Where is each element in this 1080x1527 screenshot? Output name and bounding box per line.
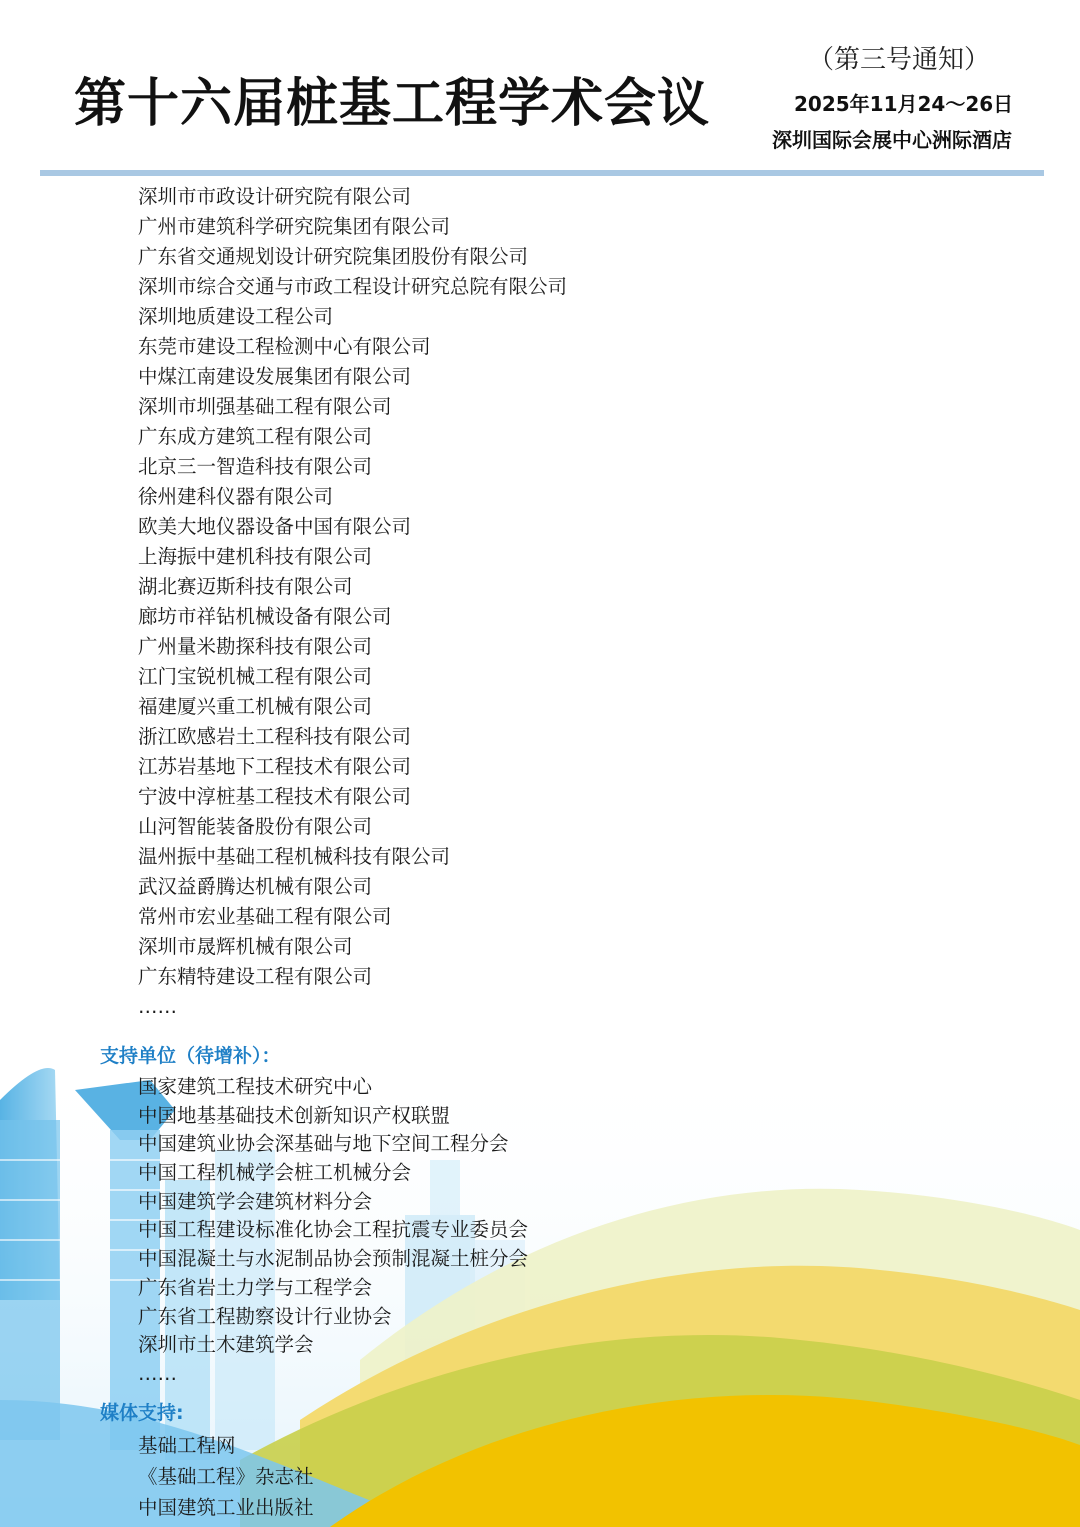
support-unit-item: 中国建筑学会建筑材料分会	[138, 1190, 373, 1213]
conference-date: 2025年11月24～26日	[794, 92, 1014, 116]
support-units-heading: 支持单位（待增补）：	[100, 1045, 281, 1067]
support-unit-item: 国家建筑工程技术研究中心	[138, 1075, 373, 1098]
support-unit-item: 深圳市土木建筑学会	[138, 1333, 314, 1356]
media-item: 《基础工程》杂志社	[138, 1465, 314, 1488]
company-item: 广州市建筑科学研究院集团有限公司	[138, 215, 451, 238]
media-support-heading: 媒体支持:	[100, 1402, 184, 1424]
support-list-ellipsis: ……	[138, 1362, 177, 1385]
company-item: 广东精特建设工程有限公司	[138, 965, 373, 988]
company-item: 广东省交通规划设计研究院集团股份有限公司	[138, 245, 529, 268]
company-item: 福建厦兴重工机械有限公司	[138, 695, 373, 718]
support-unit-item: 中国混凝土与水泥制品协会预制混凝土桩分会	[138, 1247, 529, 1270]
company-item: 中煤江南建设发展集团有限公司	[138, 365, 412, 388]
company-item: 深圳市圳强基础工程有限公司	[138, 395, 392, 418]
company-item: 宁波中淳桩基工程技术有限公司	[138, 785, 412, 808]
company-item: 深圳地质建设工程公司	[138, 305, 334, 328]
company-item: 上海振中建机科技有限公司	[138, 545, 373, 568]
company-item: 湖北赛迈斯科技有限公司	[138, 575, 353, 598]
notice-number: （第三号通知）	[808, 45, 991, 75]
company-item: 常州市宏业基础工程有限公司	[138, 905, 392, 928]
company-list-ellipsis: ……	[138, 995, 177, 1018]
support-unit-item: 广东省岩土力学与工程学会	[138, 1276, 373, 1299]
company-item: 山河智能装备股份有限公司	[138, 815, 373, 838]
company-item: 徐州建科仪器有限公司	[138, 485, 334, 508]
conference-title: 第十六届桩基工程学术会议	[74, 74, 711, 134]
company-item: 武汉益爵腾达机械有限公司	[138, 875, 373, 898]
company-item: 深圳市晟辉机械有限公司	[138, 935, 353, 958]
company-item: 廊坊市祥钻机械设备有限公司	[138, 605, 392, 628]
company-item: 东莞市建设工程检测中心有限公司	[138, 335, 431, 358]
conference-venue: 深圳国际会展中心洲际酒店	[772, 128, 1012, 152]
support-unit-item: 中国建筑业协会深基础与地下空间工程分会	[138, 1132, 509, 1155]
support-unit-item: 中国地基基础技术创新知识产权联盟	[138, 1104, 451, 1127]
company-item: 北京三一智造科技有限公司	[138, 455, 373, 478]
company-item: 深圳市市政设计研究院有限公司	[138, 185, 412, 208]
company-item: 广东成方建筑工程有限公司	[138, 425, 373, 448]
media-item: 中国建筑工业出版社	[138, 1496, 314, 1519]
company-item: 深圳市综合交通与市政工程设计研究总院有限公司	[138, 275, 568, 298]
company-item: 浙江欧感岩土工程科技有限公司	[138, 725, 412, 748]
support-unit-item: 中国工程建设标准化协会工程抗震专业委员会	[138, 1218, 529, 1241]
company-item: 江苏岩基地下工程技术有限公司	[138, 755, 412, 778]
company-item: 江门宝锐机械工程有限公司	[138, 665, 373, 688]
media-item: 基础工程网	[138, 1434, 236, 1457]
company-item: 广州量米勘探科技有限公司	[138, 635, 373, 658]
support-unit-item: 中国工程机械学会桩工机械分会	[138, 1161, 412, 1184]
company-item: 温州振中基础工程机械科技有限公司	[138, 845, 451, 868]
support-unit-item: 广东省工程勘察设计行业协会	[138, 1305, 392, 1328]
company-item: 欧美大地仪器设备中国有限公司	[138, 515, 412, 538]
